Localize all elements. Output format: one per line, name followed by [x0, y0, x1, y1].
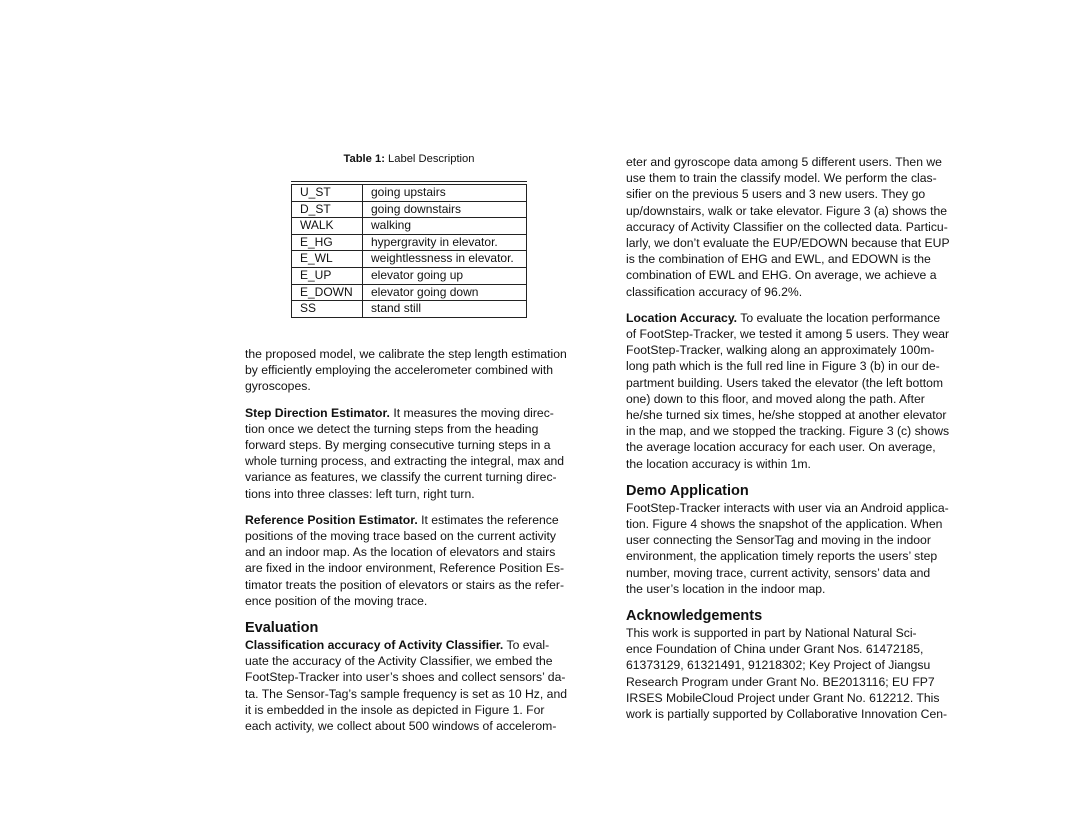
text-line: the proposed model, we calibrate the step length estimation [245, 347, 567, 361]
table-caption [291, 153, 527, 165]
paragraph-classification-results [626, 154, 962, 300]
table-caption-text: Label Description [388, 153, 475, 165]
left-column [245, 346, 581, 734]
paragraph-location-accuracy [626, 310, 962, 472]
text-line: one) down to this floor, and moved along the path. After [626, 391, 925, 406]
text-line: uate the accuracy of the Activity Classifier, we embed the [245, 654, 553, 669]
text-line: FootStep-Tracker interacts with user via an Android applica- [626, 500, 949, 515]
paragraph-reference-position [245, 512, 581, 609]
table-cell-label: U_ST [292, 185, 363, 202]
text-line: the location accuracy is within 1m. [626, 456, 811, 471]
section-title: Evaluation [245, 620, 319, 637]
text-line: variance as features, we classify the current turning direc- [245, 470, 557, 485]
text-line: it is embedded in the insole as depicted in Figure 1. For [245, 702, 545, 717]
table-cell-label: E_DOWN [292, 284, 363, 301]
table-cell-description: hypergravity in elevator. [363, 234, 527, 251]
text-line [245, 512, 581, 528]
text-line: timator treats the position of elevators or stairs as the refer- [245, 577, 565, 592]
paragraph-heading: Classification accuracy of Activity Classifier. [245, 638, 504, 653]
table-cell-description: elevator going up [363, 267, 527, 284]
table-row [292, 267, 527, 284]
text-line: classification accuracy of 96.2%. [626, 284, 803, 299]
text-line: environment, the application timely reports the users’ step [626, 549, 938, 564]
text-line: 61373129, 61321491, 91218302; Key Project of Jiangsu [626, 658, 931, 673]
text-line: eter and gyroscope data among 5 different users. Then we [626, 155, 942, 169]
text-line: user connecting the SensorTag and moving in the indoor [626, 533, 931, 548]
text-line: tion once we detect the turning steps from the heading [245, 421, 539, 436]
table-row [292, 234, 527, 251]
paragraph-step-direction [245, 405, 581, 502]
text-line: he/she turned six times, he/she stopped at another elevator [626, 408, 947, 423]
text-line: accuracy of Activity Classifier on the collected data. Particu- [626, 219, 948, 234]
text-line [245, 405, 581, 421]
table-row [292, 201, 527, 218]
text-line: tion. Figure 4 shows the snapshot of the application. When [626, 517, 943, 532]
paragraph-heading: Location Accuracy. [626, 310, 738, 325]
text-line: combination of EWL and EHG. On average, we achieve a [626, 268, 937, 283]
text-run: To eval- [503, 638, 550, 653]
right-column [626, 154, 962, 722]
text-line: is the combination of EHG and EWL, and EDOWN is the [626, 252, 931, 267]
text-line: FootStep-Tracker, walking along an approximately 100m- [626, 343, 935, 358]
table-row [292, 301, 527, 318]
section-title: Acknowledgements [626, 608, 763, 625]
table-cell-description: elevator going down [363, 284, 527, 301]
table-row [292, 185, 527, 202]
table-cell-label: WALK [292, 218, 363, 235]
text-run: To evaluate the location performance [737, 310, 941, 325]
table-cell-description: going downstairs [363, 201, 527, 218]
text-line: partment building. Users taked the elevator (the left bottom [626, 375, 944, 390]
text-line: sifier on the previous 5 users and 3 new users. They go [626, 187, 926, 202]
paragraph-heading: Step Direction Estimator. [245, 405, 390, 420]
text-line: the average location accuracy for each user. On average, [626, 440, 936, 455]
text-line: of FootStep-Tracker, we tested it among 5 users. They wear [626, 327, 950, 342]
label-table [291, 184, 527, 318]
table-cell-description: stand still [363, 301, 527, 318]
text-line: FootStep-Tracker into user’s shoes and collect sensors’ da- [245, 670, 566, 685]
text-run: It estimates the reference [417, 512, 559, 527]
text-line: up/downstairs, walk or take elevator. Figure 3 (a) shows the [626, 203, 948, 218]
text-line: IRSES MobileCloud Project under Grant No. 612212. This [626, 690, 940, 705]
section-acknowledgements [626, 607, 962, 722]
text-line: forward steps. By merging consecutive turning steps in a [245, 438, 551, 453]
text-line: and an indoor map. As the location of elevators and stairs [245, 545, 556, 560]
text-line: use them to train the classify model. We perform the clas- [626, 171, 937, 186]
table-row [292, 218, 527, 235]
table-caption-prefix: Table 1: [343, 153, 385, 165]
text-line: each activity, we collect about 500 windows of accelerom- [245, 719, 557, 734]
table-row [292, 251, 527, 268]
text-line: ta. The Sensor-Tag’s sample frequency is set as 10 Hz, and [245, 686, 568, 701]
paragraph-step-length [245, 346, 581, 395]
text-line: ence position of the moving trace. [245, 593, 428, 608]
table-cell-label: D_ST [292, 201, 363, 218]
text-line: by efficiently employing the accelerometer combined with [245, 363, 554, 378]
table-cell-label: SS [292, 301, 363, 318]
table-row [292, 284, 527, 301]
table-cell-label: E_HG [292, 234, 363, 251]
text-line: whole turning process, and extracting the integral, max and [245, 454, 565, 469]
section-title: Demo Application [626, 482, 749, 499]
text-line: in the map, and we stopped the tracking. Figure 3 (c) shows [626, 424, 950, 439]
table-cell-description: weightlessness in elevator. [363, 251, 527, 268]
text-line: gyroscopes. [245, 379, 311, 394]
text-line: positions of the moving trace based on the current activity [245, 529, 556, 544]
label-table-wrapper [291, 181, 527, 318]
text-line: number, moving trace, current activity, sensors’ data and [626, 565, 931, 580]
text-line: ence Foundation of China under Grant Nos. 61472185, [626, 642, 924, 657]
text-line: Research Program under Grant No. BE2013116; EU FP7 [626, 674, 935, 689]
text-line: tions into three classes: left turn, right turn. [245, 486, 475, 501]
section-evaluation [245, 619, 581, 734]
paragraph-heading: Reference Position Estimator. [245, 512, 418, 527]
text-line: the user’s location in the indoor map. [626, 581, 826, 596]
text-line [245, 637, 581, 653]
text-line: This work is supported in part by National Natural Sci- [626, 626, 917, 641]
text-line [626, 310, 962, 326]
table-cell-label: E_UP [292, 267, 363, 284]
table-cell-description: going upstairs [363, 185, 527, 202]
text-run: It measures the moving direc- [389, 405, 554, 420]
table-cell-description: walking [363, 218, 527, 235]
table-cell-label: E_WL [292, 251, 363, 268]
text-line: larly, we don’t evaluate the EUP/EDOWN because that EUP [626, 236, 950, 251]
text-line: long path which is the full red line in Figure 3 (b) in our de- [626, 359, 940, 374]
text-line: are fixed in the indoor environment, Reference Position Es- [245, 561, 565, 576]
text-line: work is partially supported by Collaborative Innovation Cen- [626, 707, 948, 722]
section-demo-application [626, 482, 962, 597]
